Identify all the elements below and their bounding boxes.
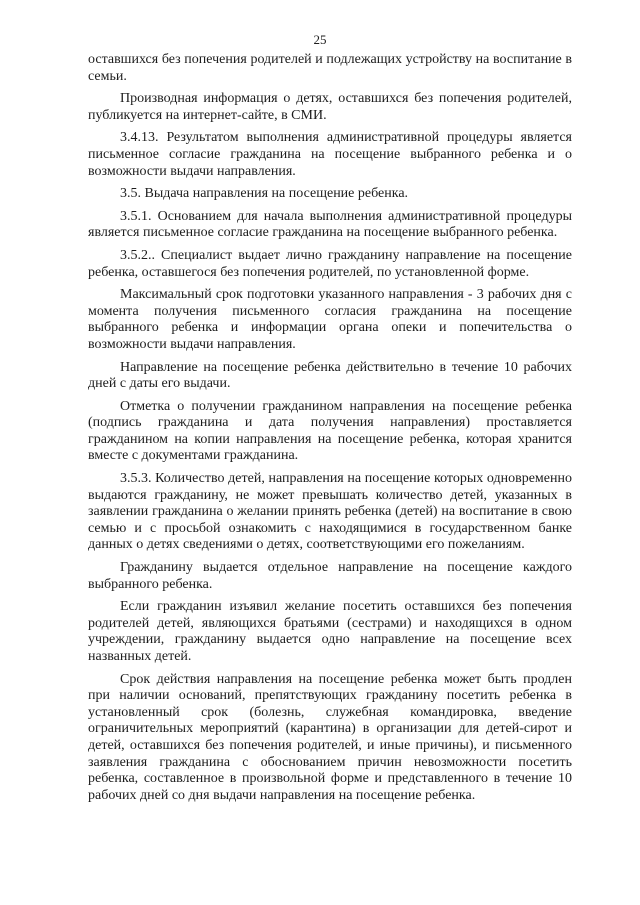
- paragraph: Если гражданин изъявил желание посетить оставшихся без попечения родителей детей, являющихся братьями (сестрами) и находящихся в одном учреждении, гражданину выдается одно направление на посещение всех названных детей.: [88, 599, 572, 664]
- paragraph-3-5-3: 3.5.3. Количество детей, направления на посещение которых одновременно выдаются гражданину, не может превышать количество детей, указанных в заявлении гражданина о желании принять ребенка (детей) на воспитание в свою семью и с просьбой ознакомить с находящимися в государственном банке данных о детях сведениями о детях, соответствующими его пожеланиям.: [88, 471, 572, 553]
- paragraph: Гражданину выдается отдельное направление на посещение каждого выбранного ребенка.: [88, 560, 572, 592]
- paragraph-3-4-13: 3.4.13. Результатом выполнения административной процедуры является письменное согласие гражданина на посещение выбранного ребенка и о возможности выдачи направления.: [88, 130, 572, 179]
- paragraph: Направление на посещение ребенка действительно в течение 10 рабочих дней с даты его выдачи.: [88, 359, 572, 392]
- paragraph-3-5-2: 3.5.2.. Специалист выдает лично гражданину направление на посещение ребенка, оставшегося без попечения родителей, по установленной форме.: [88, 247, 572, 280]
- paragraph: Максимальный срок подготовки указанного направления - 3 рабочих дня с момента получения письменного согласия гражданина на посещение выбранного ребенка и информации органа опеки и попечительства о возможности выдачи направления.: [88, 287, 572, 352]
- paragraph: Срок действия направления на посещение ребенка может быть продлен при наличии оснований, препятствующих гражданину посетить ребенка в установленный срок (болезнь, служебная командировка, введение ограничительных мероприятий (карантина) в организации для детей-сирот и детей, оставшихся без попечения родителей, и иные причины), и письменного заявления гражданина с обоснованием причин невозможности посетить ребенка, составленное в произвольной форме и представленного в течение 10 рабочих дней со дня выдачи направления на посещение ребенка.: [88, 671, 572, 803]
- page-number: 25: [313, 32, 327, 47]
- document-body: [88, 52, 572, 810]
- paragraph-continuation: оставшихся без попечения родителей и подлежащих устройству на воспитание в семьи.: [88, 52, 572, 84]
- section-heading-3-5: 3.5. Выдача направления на посещение ребенка.: [120, 186, 409, 202]
- paragraph: Отметка о получении гражданином направления на посещение ребенка (подпись гражданина и дата получения направления) проставляется гражданином на копии направления на посещение ребенка, которая хранится вместе с документами гражданина.: [88, 398, 572, 464]
- paragraph-3-5-1: 3.5.1. Основанием для начала выполнения административной процедуры является письменное согласие гражданина на посещение выбранного ребенка.: [88, 208, 572, 241]
- paragraph: Производная информация о детях, оставшихся без попечения родителей, публикуется на интернет-сайте, в СМИ.: [88, 91, 572, 123]
